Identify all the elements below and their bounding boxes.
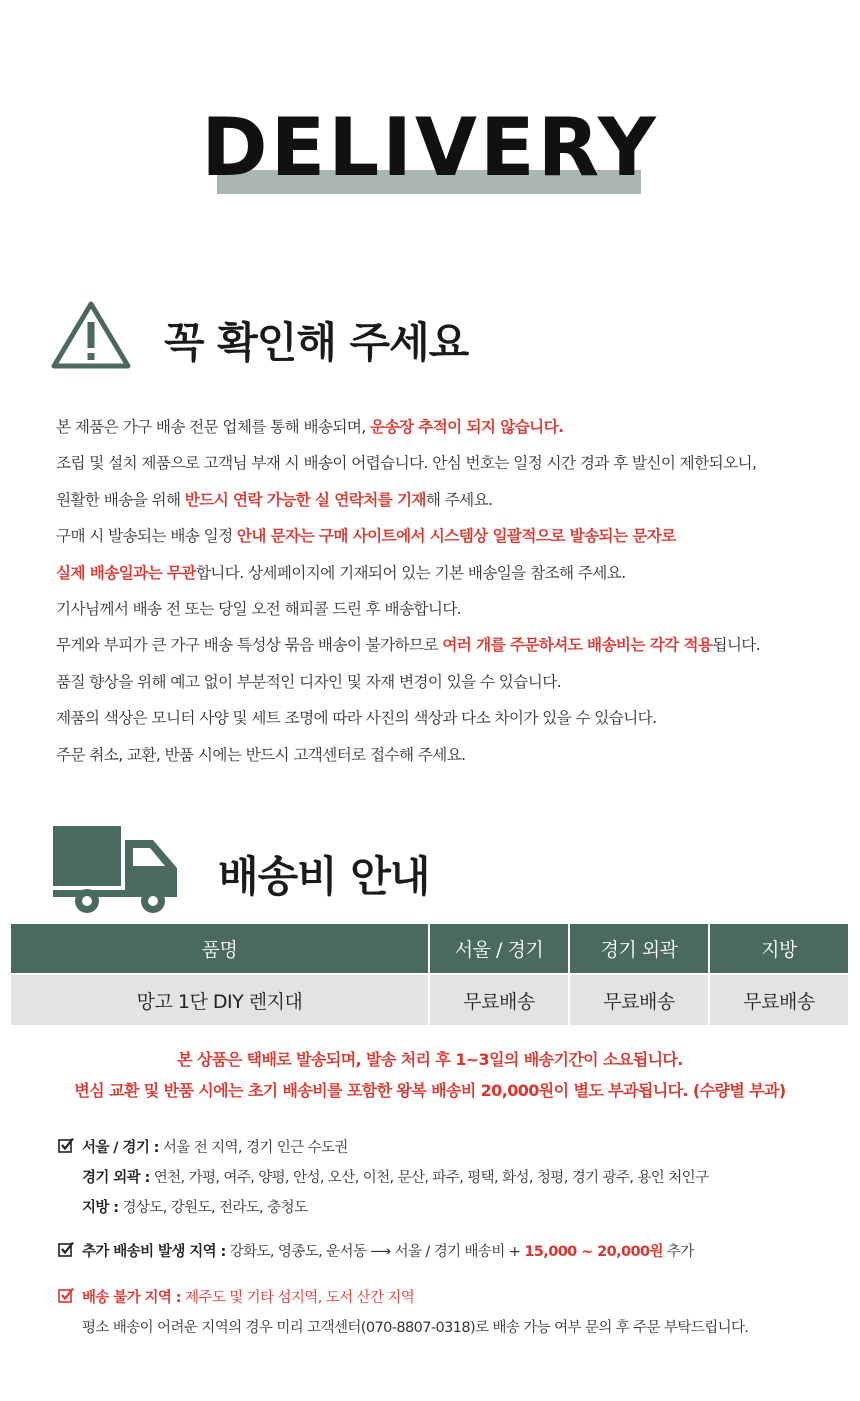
- notice-emphasis: 반드시 연락 가능한 실 연락처를 기재: [184, 490, 426, 509]
- extra-fee-value2: 서울 / 경기 배송비 +: [390, 1244, 525, 1260]
- checkbox-icon: [58, 1241, 74, 1257]
- notice-text: 합니다. 상세페이지에 기재되어 있는 기본 배송일을 참조해 주세요.: [195, 563, 626, 582]
- checkbox-icon: [58, 1137, 74, 1153]
- warning-icon: [50, 300, 132, 370]
- header-product-name: 품명: [11, 924, 429, 974]
- region-outer-value: 연천, 가평, 여주, 양평, 안성, 오산, 이천, 문산, 파주, 평택, 화성, 청평, 경기 광주, 용인 처인구: [149, 1170, 709, 1186]
- notice-line: [56, 703, 846, 739]
- notice-list: [56, 412, 846, 776]
- header-local: 지방: [709, 924, 848, 974]
- unavailable-value: 제주도 및 기타 섬지역, 도서 산간 지역: [181, 1290, 415, 1306]
- unavailable-region: [82, 1286, 414, 1307]
- notice-line: [56, 485, 846, 521]
- table-row: [11, 974, 848, 1025]
- page-title: DELIVERY: [201, 101, 659, 194]
- cell-seoul-fee: 무료배송: [429, 974, 569, 1025]
- cell-outer-fee: 무료배송: [569, 974, 709, 1025]
- delivery-period-note: 본 상품은 택배로 발송되며, 발송 처리 후 1~3일의 배송기간이 소요됩니다.: [177, 1050, 683, 1069]
- notice-line: [56, 558, 846, 594]
- notice-text: 구매 시 발송되는 배송 일정: [56, 527, 237, 546]
- notice-heading: 꼭 확인해 주세요: [164, 318, 469, 367]
- notice-line: [56, 594, 846, 630]
- truck-icon: [53, 826, 179, 916]
- notice-emphasis: 운송장 추적이 되지 않습니다.: [370, 418, 564, 436]
- region-outer-label: 경기 외곽 :: [82, 1170, 150, 1186]
- notice-text: 됩니다.: [712, 636, 761, 655]
- notice-emphasis: 안내 문자는 구매 사이트에서 시스템상 일괄적으로 발송되는 문자로: [236, 527, 676, 546]
- notice-line: [56, 740, 846, 776]
- region-local-label: 지방 :: [82, 1200, 119, 1216]
- extra-fee-region: [82, 1240, 694, 1261]
- region-seoul: [82, 1136, 348, 1157]
- extra-fee-value: 강화도, 영종도, 운서동: [225, 1244, 371, 1260]
- notice-text: 해 주세요.: [425, 490, 493, 509]
- shipping-heading: 배송비 안내: [218, 852, 430, 901]
- notice-emphasis: 실제 배송일과는 무관: [56, 563, 196, 582]
- unavailable-note: 평소 배송이 어려운 지역의 경우 미리 고객센터(070-8807-0318)로 배송 가능 여부 문의 후 주문 부탁드립니다.: [82, 1320, 749, 1336]
- cell-local-fee: 무료배송: [709, 974, 848, 1025]
- notice-line: [56, 630, 846, 666]
- shipping-fee-table: [11, 924, 848, 1025]
- arrow-icon: ⟶: [370, 1244, 391, 1260]
- extra-fee-label: 추가 배송비 발생 지역 :: [82, 1244, 226, 1260]
- region-outer: [82, 1166, 708, 1187]
- notice-text: 기사님께서 배송 전 또는 당일 오전 해피콜 드린 후 배송합니다.: [56, 599, 462, 618]
- notice-text: 무게와 부피가 큰 가구 배송 특성상 묶음 배송이 불가하므로: [56, 636, 443, 655]
- notice-text: 품질 향상을 위해 예고 없이 부분적인 디자인 및 자재 변경이 있을 수 있습니다.: [56, 672, 562, 691]
- table-header-row: [11, 924, 848, 974]
- unavailable-label: 배송 불가 지역 :: [82, 1290, 181, 1306]
- header-seoul-gyeonggi: 서울 / 경기: [429, 924, 569, 974]
- header-gyeonggi-outer: 경기 외곽: [569, 924, 709, 974]
- extra-fee-suffix: 추가: [662, 1244, 694, 1260]
- region-local-value: 경상도, 강원도, 전라도, 충청도: [118, 1200, 308, 1216]
- region-seoul-value: 서울 전 지역, 경기 인근 수도권: [158, 1140, 348, 1156]
- notice-line: [56, 521, 846, 557]
- notice-text: 주문 취소, 교환, 반품 시에는 반드시 고객센터로 접수해 주세요.: [56, 745, 466, 764]
- region-local: [82, 1196, 307, 1217]
- notice-line: [56, 448, 846, 484]
- cell-product-name: 망고 1단 DIY 렌지대: [11, 974, 429, 1025]
- notice-line: [56, 667, 846, 703]
- notice-text: 원활한 배송을 위해: [56, 490, 185, 509]
- notice-text: 조립 및 설치 제품으로 고객님 부재 시 배송이 어렵습니다. 안심 번호는 일정 시간 경과 후 발신이 제한되오니,: [56, 454, 757, 473]
- checkbox-icon: [58, 1287, 74, 1303]
- return-fee-note: 변심 교환 및 반품 시에는 초기 배송비를 포함한 왕복 배송비 20,000원이 별도 부과됩니다. (수량별 부과): [74, 1081, 786, 1100]
- notice-line: [56, 412, 846, 448]
- extra-fee-amount: 15,000 ~ 20,000원: [524, 1244, 663, 1260]
- notice-emphasis: 여러 개를 주문하셔도 배송비는 각각 적용: [442, 636, 713, 655]
- notice-text: 본 제품은 가구 배송 전문 업체를 통해 배송되며,: [56, 418, 371, 436]
- notice-text: 제품의 색상은 모니터 사양 및 세트 조명에 따라 사진의 색상과 다소 차이가 있을 수 있습니다.: [56, 709, 657, 728]
- region-seoul-label: 서울 / 경기 :: [82, 1140, 159, 1156]
